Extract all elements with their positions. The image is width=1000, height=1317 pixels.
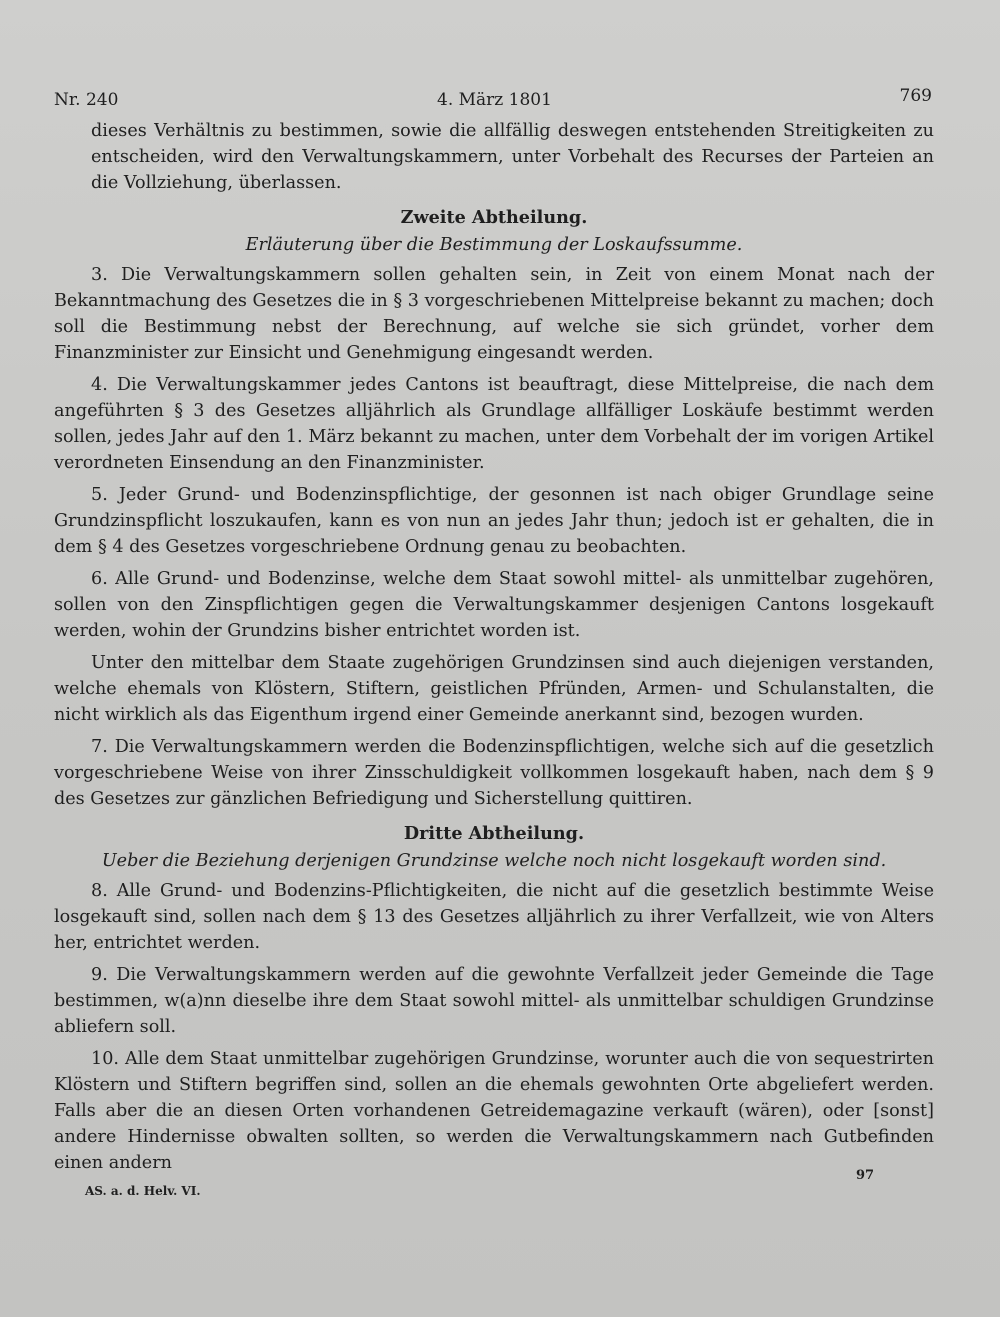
sheet-number: 97: [856, 1168, 875, 1183]
signature-mark: AS. a. d. Helv. VI.: [85, 1184, 201, 1198]
page-header: [54, 86, 932, 114]
paragraph-intro: dieses Verhältnis zu bestimmen, sowie die allfällig deswegen entstehenden Streitigkeiten zu entscheiden, wird den Verwaltungskammern, unter Vorbehalt des Recurses der Parteien an die Vollziehung, überlassen.: [91, 121, 934, 193]
paragraph-article-9: 9. Die Verwaltungskammern werden auf die gewohnte Verfallzeit jeder Gemeinde die Tage bestimmen, w(a)nn dieselbe ihre dem Staat sowohl mittel- als unmittelbar schuldigen Grundzinse abliefern soll.: [54, 965, 934, 1037]
section-subheading-zweite: Erläuterung über die Bestimmung der Loskaufssumme.: [245, 235, 743, 255]
paragraph-article-3: 3. Die Verwaltungskammern sollen gehalten sein, in Zeit von einem Monat nach der Bekanntmachung des Gesetzes die in § 3 vorgeschriebenen Mittelpreise bekannt zu machen; doch soll die Bestimmung nebst der Berechnung, auf welche sie sich gründet, vorher dem Finanzminister zur Einsicht und Genehmigung eingesandt werden.: [54, 265, 934, 363]
paragraph-article-4: 4. Die Verwaltungskammer jedes Cantons ist beauftragt, diese Mittelpreise, die nach dem angeführten § 3 des Gesetzes alljährlich als Grundlage allfälliger Loskäufe bestimmt werden sollen, jedes Jahr auf den 1. März bekannt zu machen, unter dem Vorbehalt der im vorigen Artikel verordneten Einsendung an den Finanzminister.: [54, 375, 934, 473]
page-body: [54, 118, 934, 1176]
paragraph-article-6: 6. Alle Grund- und Bodenzinse, welche dem Staat sowohl mittel- als unmittelbar zugehören, sollen von den Zinspflichtigen gegen die Verwaltungskammer desjenigen Cantons losgekauft werden, wohin der Grundzins bisher entrichtet worden ist.: [54, 569, 934, 641]
paragraph-article-5: 5. Jeder Grund- und Bodenzinspflichtige, der gesonnen ist nach obiger Grundlage seine Grundzinspflicht loszukaufen, kann es von nun an jedes Jahr thun; jedoch ist er gehalten, die in dem § 4 des Gesetzes vorgeschriebene Ordnung genau zu beobachten.: [54, 485, 934, 557]
paragraph-article-8: 8. Alle Grund- und Bodenzins-Pflichtigkeiten, die nicht auf die gesetzlich bestimmte Weise losgekauft sind, sollen nach dem § 13 des Gesetzes alljährlich zu ihrer Verfallzeit, wie von Alters her, entrichtet werden.: [54, 881, 934, 953]
section-heading-zweite: Zweite Abtheilung.: [400, 207, 588, 228]
section-subheading-dritte: Ueber die Beziehung derjenigen Grundzinse welche noch nicht losgekauft worden sind.: [101, 851, 887, 871]
page-number: 769: [899, 86, 932, 106]
document-date: 4. März 1801: [437, 90, 552, 110]
paragraph-article-6-continued: Unter den mittelbar dem Staate zugehörigen Grundzinsen sind auch diejenigen verstanden, welche ehemals von Klöstern, Stiftern, geistlichen Pfründen, Armen- und Schulanstalten, die nicht wirklich als das Eigenthum irgend einer Gemeinde anerkannt sind, bezogen wurden.: [54, 653, 934, 725]
paragraph-article-7: 7. Die Verwaltungskammern werden die Bodenzinspflichtigen, welche sich auf die gesetzlich vorgeschriebene Weise von ihrer Zinsschuldigkeit vollkommen losgekauft haben, nach dem § 9 des Gesetzes zur gänzlichen Befriedigung und Sicherstellung quittiren.: [54, 737, 934, 809]
document-number: Nr. 240: [54, 90, 119, 110]
section-heading-dritte: Dritte Abtheilung.: [403, 823, 585, 844]
paragraph-article-10: 10. Alle dem Staat unmittelbar zugehörigen Grundzinse, worunter auch die von sequestrirten Klöstern und Stiftern begriffen sind, sollen an die ehemals gewohnten Orte abgeliefert werden. Falls aber die an diesen Orten vorhandenen Getreidemagazine verkauft (wären), oder [sonst] andere Hindernisse obwalten sollten, so werden die Verwaltungskammern nach Gutbefinden einen andern: [54, 1049, 934, 1173]
